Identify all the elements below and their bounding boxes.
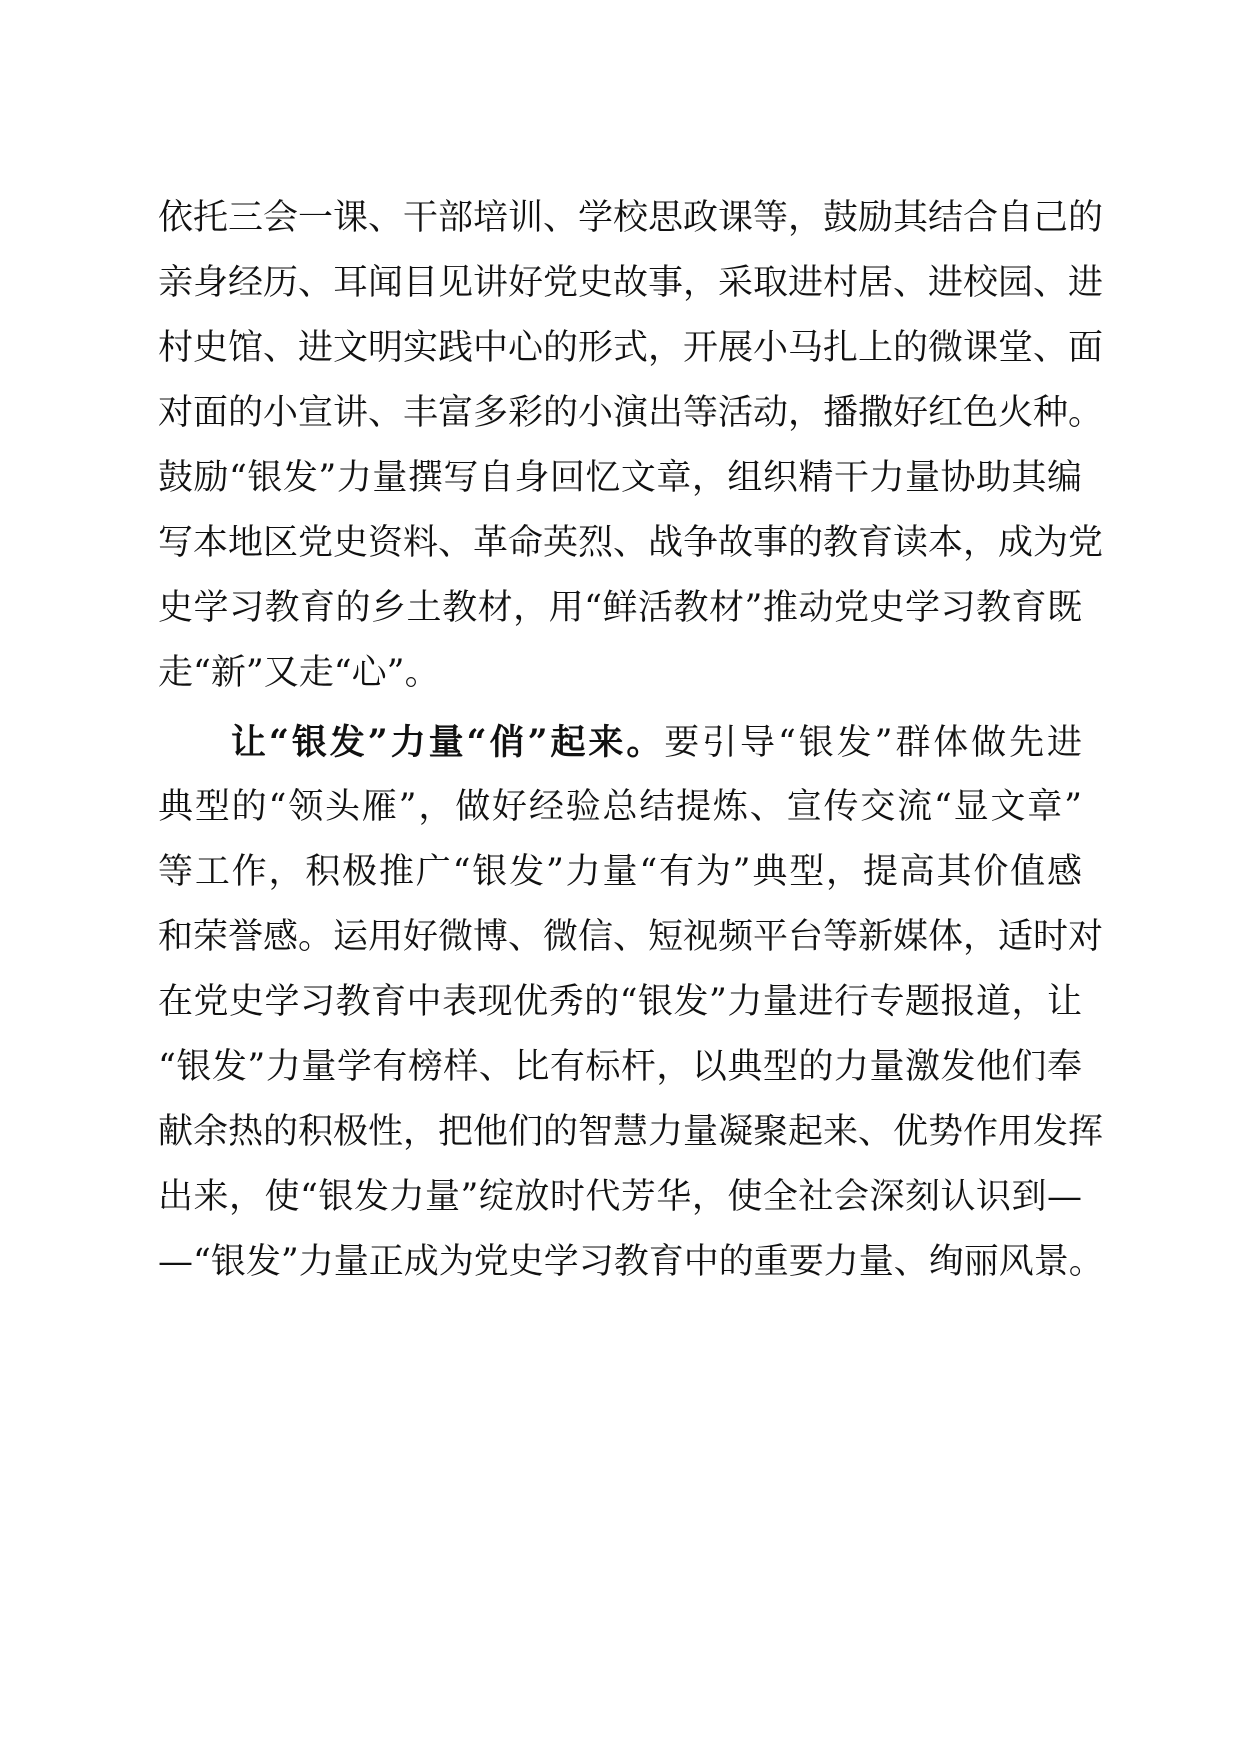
paragraph-1-line: 写本地区党史资料、革命英烈、战争故事的教育读本，成为党 <box>158 523 1104 563</box>
paragraph-2-line: 出来，使“银发力量”绽放时代芳华，使全社会深刻认识到— <box>158 1177 1082 1217</box>
paragraph-2-line: 在党史学习教育中表现优秀的“银发”力量进行专题报道，让 <box>158 982 1082 1022</box>
paragraph-1-line: 村史馆、进文明实践中心的形式，开展小马扎上的微课堂、面 <box>158 328 1104 368</box>
paragraph-1-line: 对面的小宣讲、丰富多彩的小演出等活动，播撒好红色火种。 <box>158 393 1104 433</box>
paragraph-2-line: —“银发”力量正成为党史学习教育中的重要力量、绚丽风景。 <box>158 1242 1104 1282</box>
paragraph-1-line: 鼓励“银发”力量撰写自身回忆文章，组织精干力量协助其编 <box>158 458 1082 498</box>
document-body <box>158 186 1104 1295</box>
paragraph-2-line: 典型的“领头雁”，做好经验总结提炼、宣传交流“显文章” <box>158 787 1082 827</box>
paragraph-2-first-line-text: 要引导“银发”群体做先进 <box>664 723 1082 763</box>
section-heading: 让“银发”力量“俏”起来。 <box>228 722 665 763</box>
paragraph-2-line: “银发”力量学有榜样、比有标杆，以典型的力量激发他们奉 <box>158 1047 1082 1087</box>
paragraph-1-line: 史学习教育的乡土教材，用“鲜活教材”推动党史学习教育既 <box>158 588 1082 628</box>
paragraph-1-line: 亲身经历、耳闻目见讲好党史故事，采取进村居、进校园、进 <box>158 263 1104 303</box>
paragraph-2-line: 等工作，积极推广“银发”力量“有为”典型，提高其价值感 <box>158 852 1082 892</box>
paragraph-2-line: 和荣誉感。运用好微博、微信、短视频平台等新媒体，适时对 <box>158 917 1104 957</box>
paragraph-1-line: 走“新”又走“心”。 <box>158 653 440 693</box>
paragraph-2-line: 献余热的积极性，把他们的智慧力量凝聚起来、优势作用发挥 <box>158 1112 1104 1152</box>
paragraph-1-line: 依托三会一课、干部培训、学校思政课等，鼓励其结合自己的 <box>158 198 1104 238</box>
paragraph-2-first-line <box>158 710 1082 775</box>
